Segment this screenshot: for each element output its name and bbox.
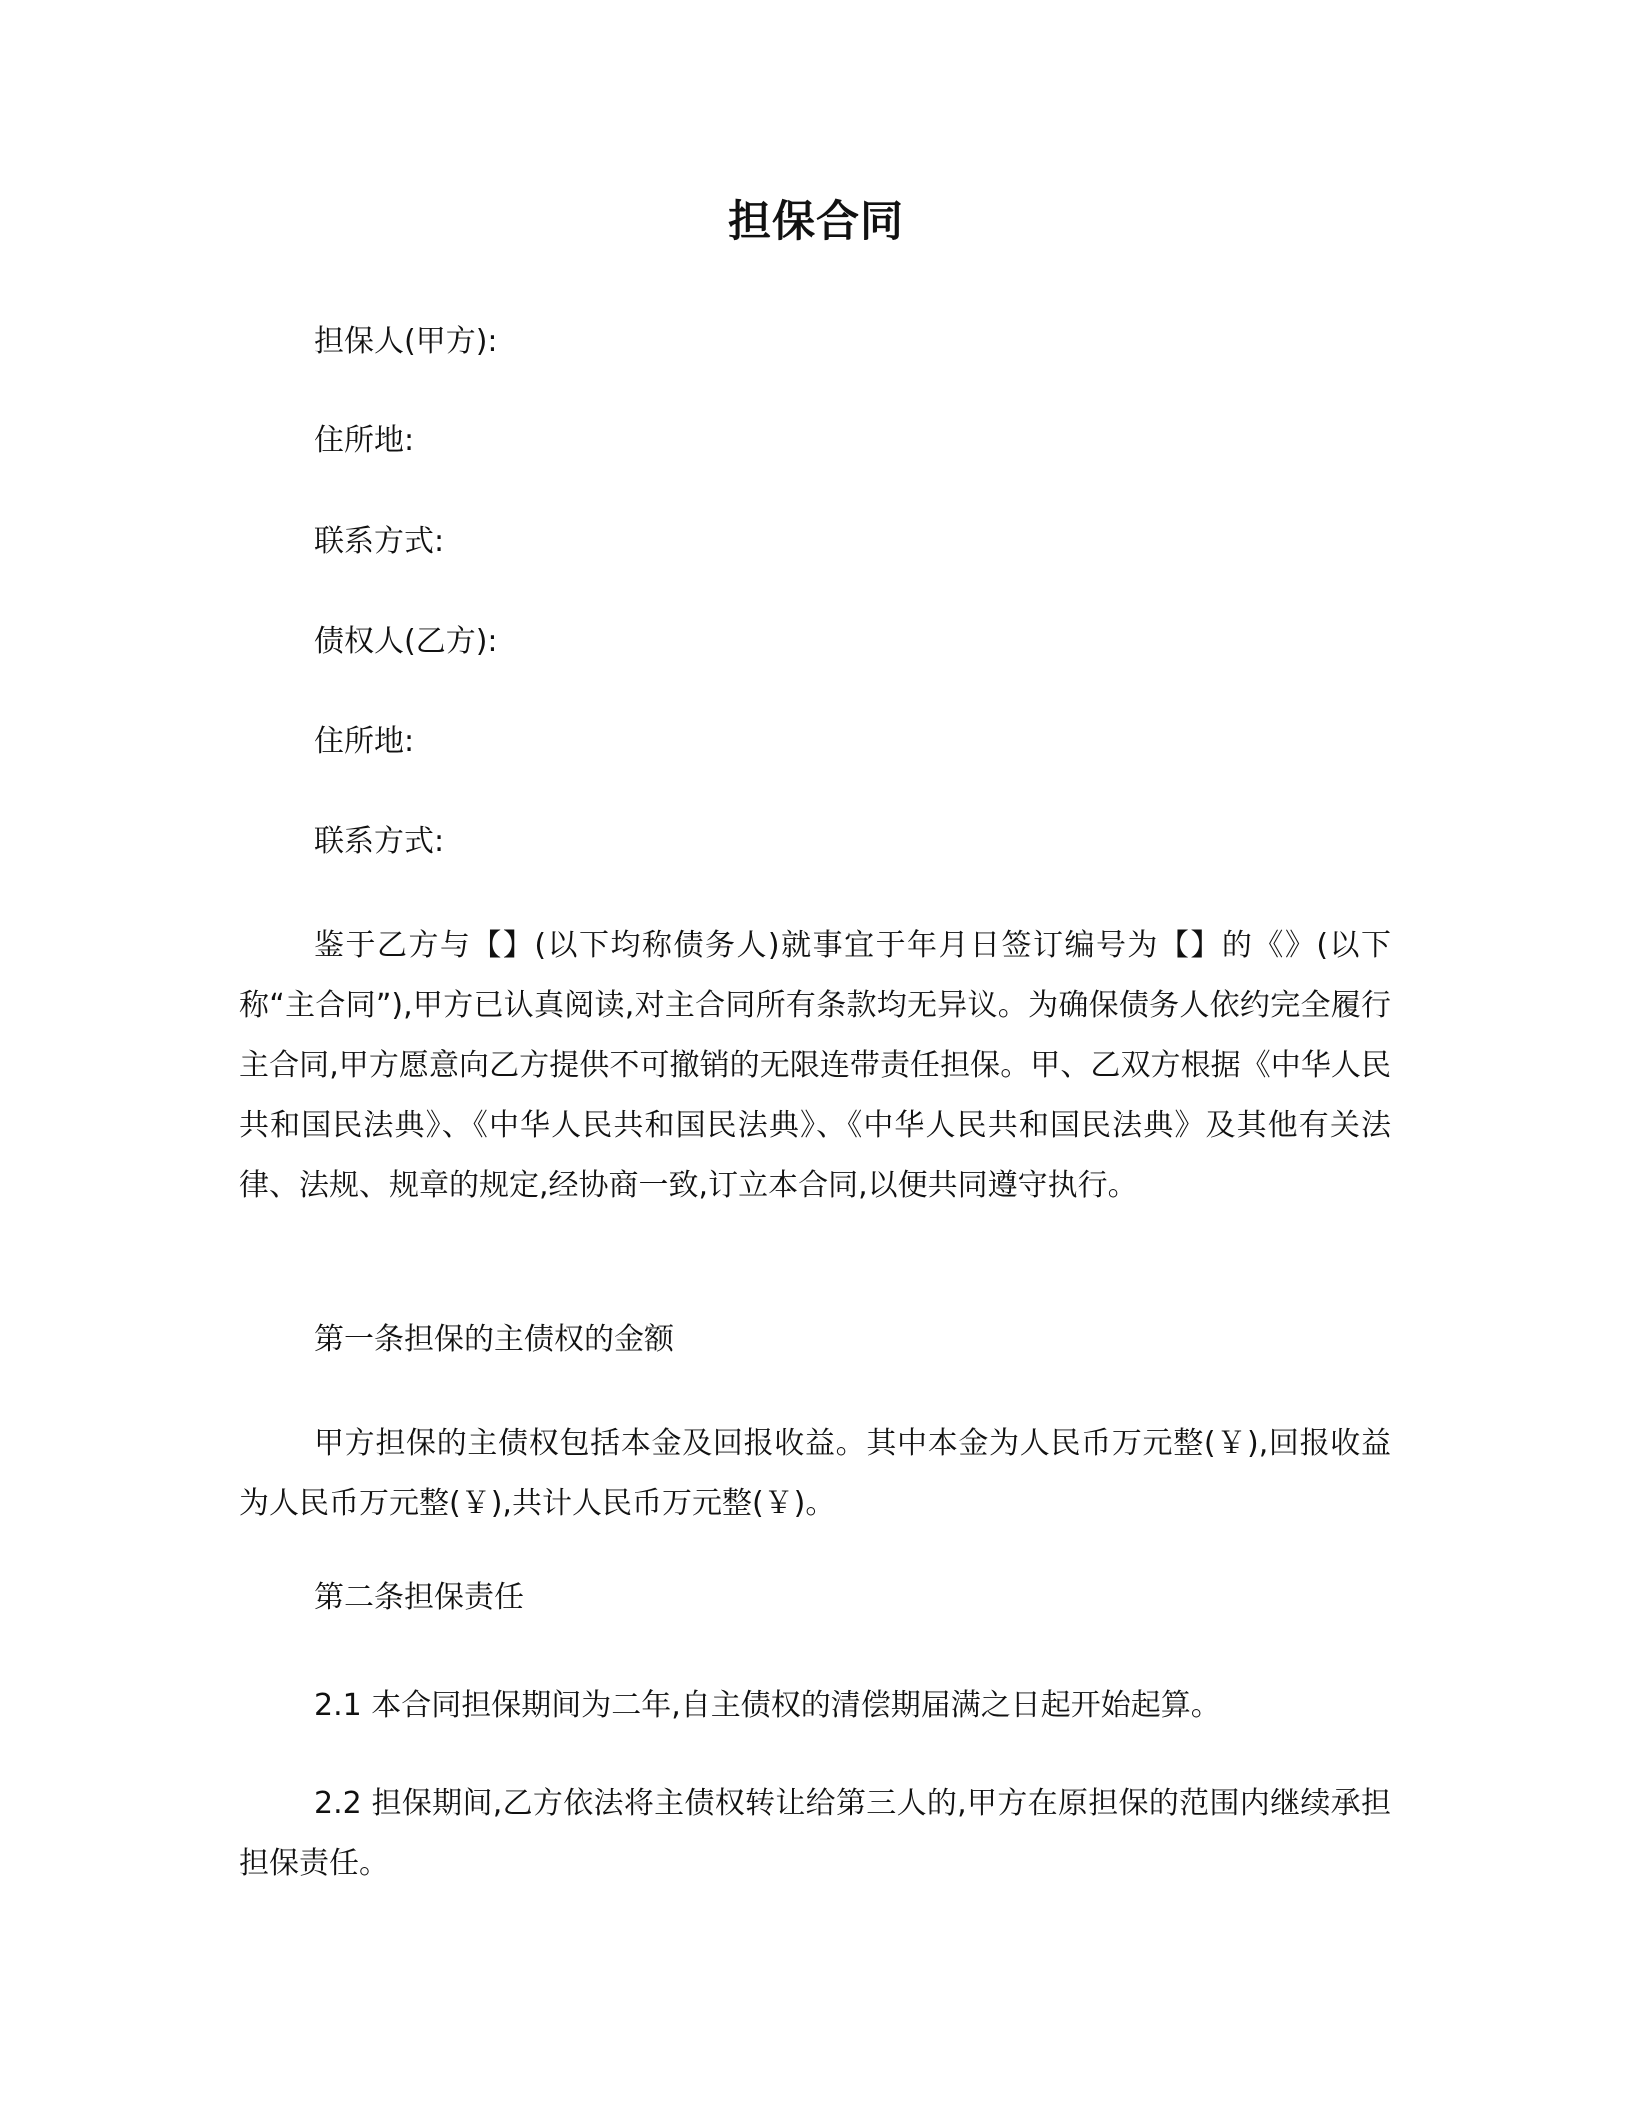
creditor-contact-label: 联系方式: [314, 824, 445, 859]
guarantor-address-label: 住所地: [314, 423, 415, 458]
article-1-paragraph: 甲方担保的主债权包括本金及回报收益。其中本金为人民币万元整(￥),回报收益为人民币万元整(￥),共计人民币万元整(￥)。 [239, 1426, 1391, 1521]
clause-2-1-paragraph: 2.1 本合同担保期间为二年,自主债权的清偿期届满之日起开始起算。 [314, 1688, 1221, 1723]
creditor-label: 债权人(乙方): [314, 624, 498, 659]
guarantor-label: 担保人(甲方): [314, 324, 498, 359]
creditor-address-label: 住所地: [314, 724, 415, 759]
article-2-heading: 第二条担保责任 [314, 1580, 524, 1615]
document-title: 担保合同 [728, 197, 904, 247]
guarantor-contact-label: 联系方式: [314, 524, 445, 559]
clause-2-2-paragraph: 2.2 担保期间,乙方依法将主债权转让给第三人的,甲方在原担保的范围内继续承担担保责任。 [239, 1786, 1391, 1881]
preamble-paragraph: 鉴于乙方与【】(以下均称债务人)就事宜于年月日签订编号为【】的《》(以下称“主合同”),甲方已认真阅读,对主合同所有条款均无异议。为确保债务人依约完全履行主合同,甲方愿意向乙方提供不可撤销的无限连带责任担保。甲、乙双方根据《中华人民共和国民法典》、《中华人民共和国民法典》、《中华人民共和国民法典》及其他有关法律、法规、规章的规定,经协商一致,订立本合同,以便共同遵守执行。 [239, 928, 1391, 1203]
article-1-heading: 第一条担保的主债权的金额 [314, 1322, 674, 1357]
